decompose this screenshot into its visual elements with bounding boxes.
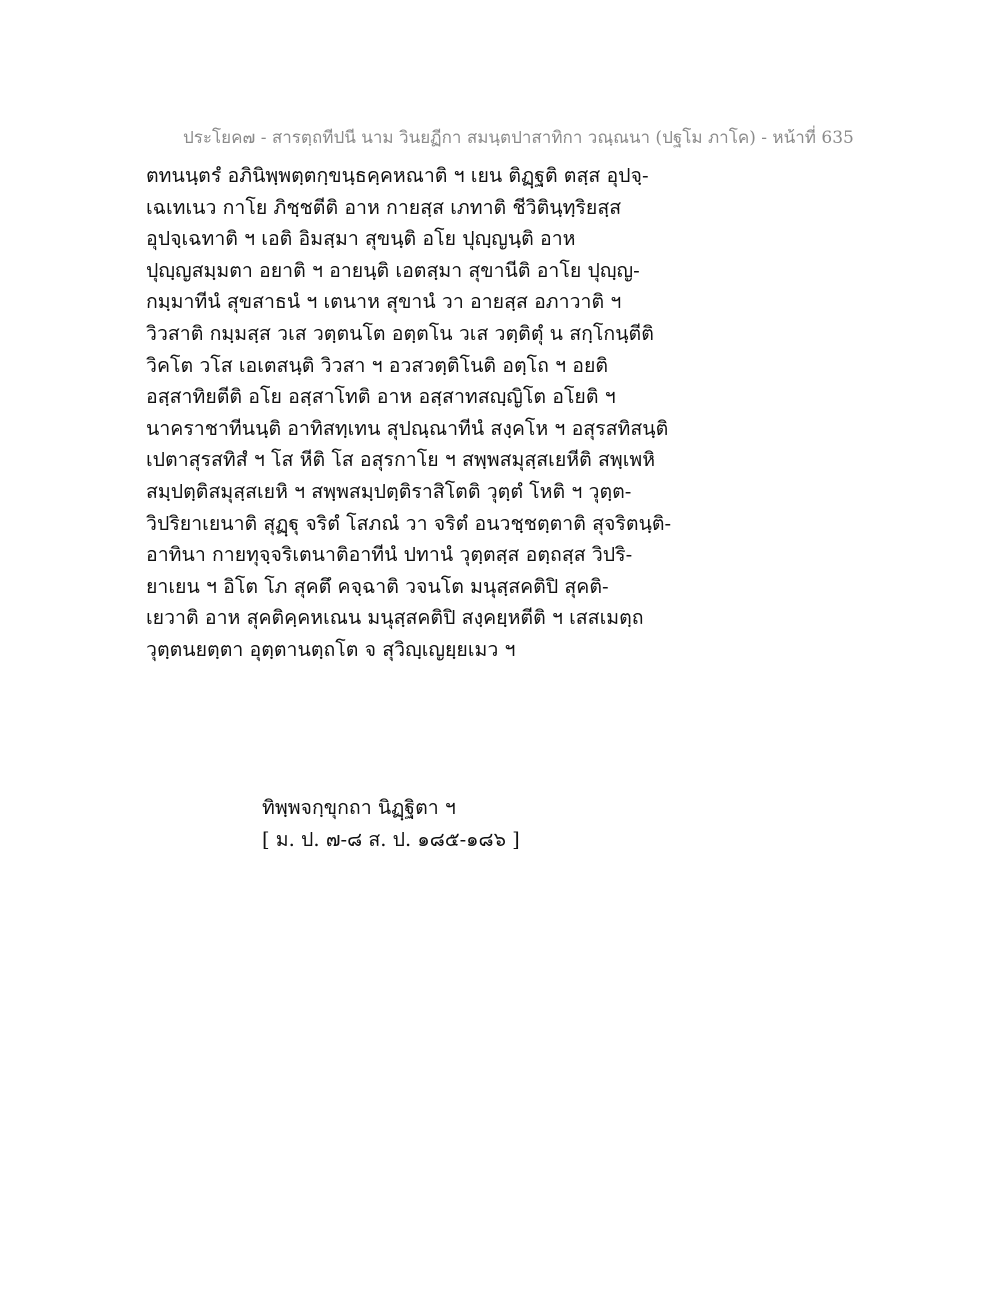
- text-line: อสฺสาทิยตีติ อโย อสฺสาโทติ อาห อสฺสาทสญฺญิโต อโยติ ฯ: [146, 385, 616, 409]
- text-line: วิวสาติ กมฺมสฺส วเส วตฺตนโต อตฺตโน วเส วตฺติตุํ น สกฺโกนฺตีติ: [146, 321, 654, 345]
- text-line: วิคโต วโส เอเตสนฺติ วิวสา ฯ อวสวตฺติโนติ อตฺโถ ฯ อยติ: [146, 353, 609, 377]
- text-line: ยาเยน ฯ อิโต โภ สุคตึ คจฺฉาติ วจนโต มนุสฺสคติปิ สุคติ-: [146, 574, 609, 598]
- text-line: ปุญฺญสมฺมตา อยาติ ฯ อายนฺติ เอตสฺมา สุขานีติ อาโย ปุญฺญ-: [146, 258, 640, 282]
- running-header: ประโยค๗ - สารตฺถทีปนี นาม วินยฏีกา สมนฺตปาสาทิกา วณฺณนา (ปฐโม ภาโค) - หน้าที่ 635: [183, 128, 854, 148]
- text-line: นาคราชาทีนนฺติ อาทิสทฺเทน สุปณฺณาทีนํ สงฺคโห ฯ อสุรสทิสนฺติ: [146, 416, 669, 440]
- text-line: สมฺปตฺติสมุสฺสเยหิ ฯ สพฺพสมฺปตฺติราสิโตติ วุตฺตํ โหติ ฯ วุตฺต-: [146, 479, 632, 503]
- text-line: อาทินา กายทุจฺจริเตนาติอาทีนํ ปทานํ วุตฺตสฺส อตฺถสฺส วิปริ-: [146, 543, 633, 567]
- text-line: กมฺมาทีนํ สุขสาธนํ ฯ เตนาห สุขานํ วา อายสฺส อภาวาติ ฯ: [146, 290, 622, 314]
- body-text: [146, 160, 706, 666]
- text-line: อุปจฺเฉทาติ ฯ เอติ อิมสฺมา สุขนฺติ อโย ปุญฺญนฺติ อาห: [146, 227, 576, 251]
- text-line: เปตาสุรสทิสํ ฯ โส หีติ โส อสุรกาโย ฯ สพฺพสมุสฺสเยหีติ สพฺเพหิ: [146, 448, 656, 472]
- text-line: วุตฺตนยตฺตา อุตฺตานตฺถโต จ สุวิญฺเญยฺยเมว ฯ: [146, 637, 516, 661]
- closing-block: [262, 792, 520, 855]
- text-line: เยวาติ อาห สุคติคฺคหเณน มนุสฺสคติปิ สงฺคยฺหตีติ ฯ เสสเมตฺถ: [146, 606, 644, 630]
- text-line: ตทนนฺตรํ อภินิพฺพตฺตกฺขนฺธคฺคหณาติ ฯ เยน ติฏฺฐติ ตสฺส อุปจฺ-: [146, 164, 649, 187]
- section-end-title: ทิพฺพจกฺขุกถา นิฏฺฐิตา ฯ: [262, 796, 456, 819]
- text-line: เฉเทเนว กาโย ภิชฺชตีติ อาห กายสฺส เภทาติ ชีวิตินฺทฺริยสฺส: [146, 195, 622, 219]
- page-reference: [ ม. ป. ๗-๘ ส. ป. ๑๘๕-๑๘๖ ]: [262, 827, 520, 851]
- text-line: วิปริยาเยนาติ สุฏฺฐุ จริตํ โสภณํ วา จริตํ อนวชฺชตฺตาติ สุจริตนฺติ-: [146, 511, 672, 535]
